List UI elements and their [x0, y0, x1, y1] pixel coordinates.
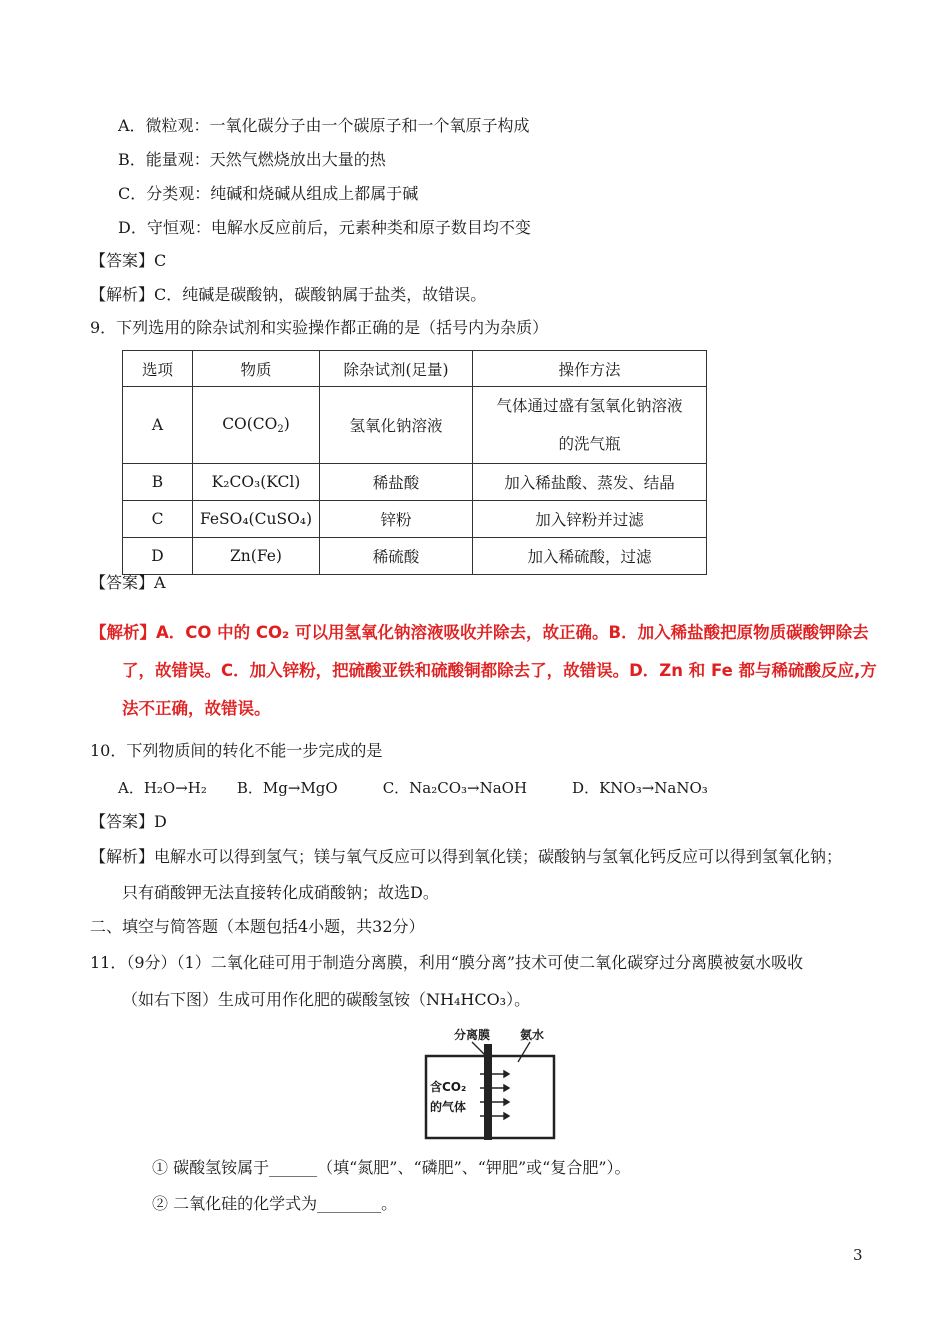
q9-question: 9．下列选用的除杂试剂和实验操作都正确的是（括号内为杂质） [90, 318, 549, 337]
q8-answer: 【答案】C [90, 251, 167, 270]
q9-analysis-line3: 法不正确，故错误。 [122, 699, 271, 718]
cell-substance: Zn(Fe) [193, 538, 320, 575]
q11-sub1: ① 碳酸氢铵属于______（填“氮肥”、“磷肥”、“钾肥”或“复合肥”）。 [152, 1158, 631, 1177]
q9-answer: 【答案】A [90, 573, 166, 592]
cell-reagent: 锌粉 [320, 501, 473, 538]
q9-analysis-line2: 了，故错误。C．加入锌粉，把硫酸亚铁和硫酸铜都除去了，故错误。D．Zn 和 Fe 都与稀硫酸反应,方 [122, 661, 877, 680]
label-ammonia: 氨水 [520, 1028, 545, 1042]
cell-option: A [123, 387, 193, 464]
q11-sub2: ② 二氧化硅的化学式为________。 [152, 1194, 398, 1213]
q8-option-d: D．守恒观：电解水反应前后，元素种类和原子数目均不变 [118, 218, 531, 237]
page-number: 3 [853, 1246, 863, 1264]
q8-option-a: A．微粒观：一氧化碳分子由一个碳原子和一个氧原子构成 [118, 116, 530, 135]
q10-question: 10．下列物质间的转化不能一步完成的是 [90, 741, 383, 760]
table-row [123, 387, 707, 464]
q11-line1: 11．（9分）（1）二氧化硅可用于制造分离膜，利用“膜分离”技术可使二氧化碳穿过分离膜被氨水吸收 [90, 953, 804, 972]
cell-substance: FeSO₄(CuSO₄) [193, 501, 320, 538]
table-row [123, 538, 707, 575]
table-header-row [123, 351, 707, 387]
label-gas-1: 含CO₂ [430, 1080, 467, 1094]
cell-option: C [123, 501, 193, 538]
q9-analysis-line1: 【解析】A．CO 中的 CO₂ 可以用氢氧化钠溶液吸收并除去，故正确。B．加入稀盐酸把原物质碳酸钾除去 [90, 623, 869, 642]
cell-option: B [123, 464, 193, 501]
header-reagent: 除杂试剂(足量) [320, 351, 473, 387]
label-gas-2: 的气体 [430, 1100, 467, 1114]
cell-option: D [123, 538, 193, 575]
label-membrane: 分离膜 [454, 1028, 491, 1042]
q8-option-c: C．分类观：纯碱和烧碱从组成上都属于碱 [118, 184, 419, 203]
q10-answer: 【答案】D [90, 812, 167, 831]
analysis-tag: 【解析】 [90, 623, 156, 642]
header-option: 选项 [123, 351, 193, 387]
q10-analysis-line1: 【解析】电解水可以得到氢气；镁与氧气反应可以得到氧化镁；碳酸钠与氢氧化钙反应可以得到氢氧化钠； [90, 847, 843, 866]
membrane-diagram [420, 1026, 560, 1144]
cell-method: 气体通过盛有氢氧化钠溶液 的洗气瓶 [473, 387, 707, 464]
header-substance: 物质 [193, 351, 320, 387]
q9-table [122, 350, 707, 575]
cell-method: 加入稀盐酸、蒸发、结晶 [473, 464, 707, 501]
cell-substance: $CO(CO_2)$ [193, 387, 320, 464]
cell-method: 加入稀硫酸，过滤 [473, 538, 707, 575]
cell-reagent: 稀盐酸 [320, 464, 473, 501]
cell-method: 加入锌粉并过滤 [473, 501, 707, 538]
header-method: 操作方法 [473, 351, 707, 387]
cell-reagent: 稀硫酸 [320, 538, 473, 575]
cell-reagent: 氢氧化钠溶液 [320, 387, 473, 464]
table-row [123, 501, 707, 538]
q10-analysis-line2: 只有硝酸钾无法直接转化成硝酸钠；故选D。 [122, 883, 439, 902]
section-heading: 二、填空与简答题（本题包括4小题，共32分） [90, 917, 425, 936]
cell-substance: K₂CO₃(KCl) [193, 464, 320, 501]
q10-options: A．H₂O→H₂ B．Mg→MgO C．Na₂CO₃→NaOH D．KNO₃→NaNO₃ [118, 779, 708, 797]
table-row [123, 464, 707, 501]
q8-option-b: B．能量观：天然气燃烧放出大量的热 [118, 150, 386, 169]
q8-analysis: 【解析】C．纯碱是碳酸钠，碳酸钠属于盐类，故错误。 [90, 285, 487, 304]
q11-line2: （如右下图）生成可用作化肥的碳酸氢铵（NH₄HCO₃）。 [122, 990, 531, 1009]
